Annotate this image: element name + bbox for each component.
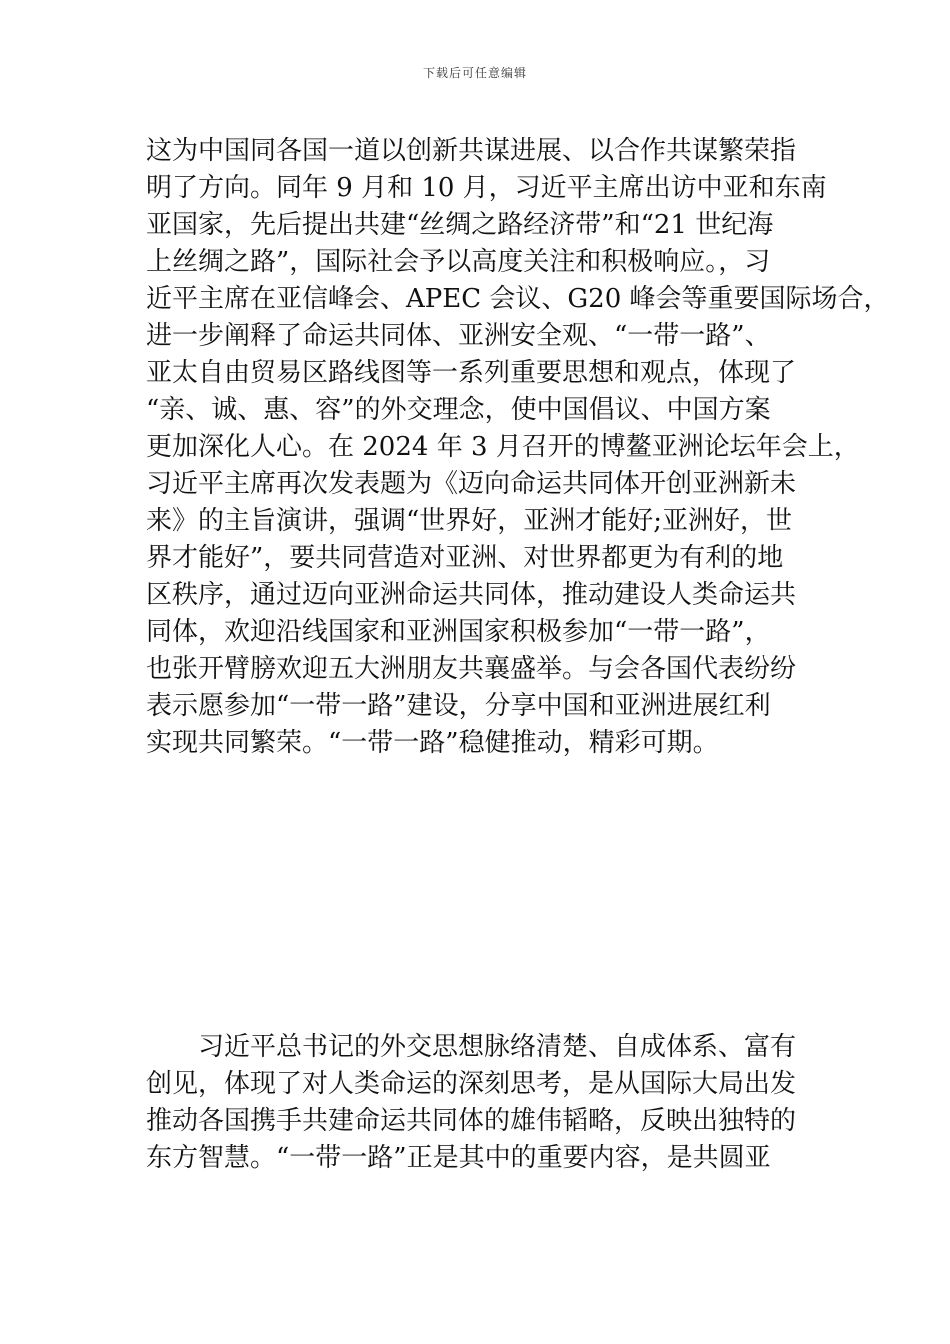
text-line: 区秩序，通过迈向亚洲命运共同体，推动建设人类命运共	[146, 580, 797, 610]
text-line: 进一步阐释了命运共同体、亚洲安全观、“一带一路”、	[146, 321, 771, 351]
text-line: 上丝绸之路”，国际社会予以高度关注和积极响应。，习	[146, 247, 771, 277]
body-paragraph-2	[146, 1029, 816, 1177]
text-line: 近平主席在亚信峰会、APEC 会议、G20 峰会等重要国际场合，	[146, 284, 890, 314]
page-header: 下载后可任意编辑	[422, 66, 527, 80]
text-line: 亚太自由贸易区路线图等一系列重要思想和观点，体现了	[146, 358, 797, 388]
text-line: 来》的主旨演讲，强调“世界好，亚洲才能好;亚洲好，世	[146, 506, 793, 536]
text-line: 亚国家，先后提出共建“丝绸之路经济带”和“21 世纪海	[146, 210, 774, 240]
text-line: “亲、诚、惠、容”的外交理念，使中国倡议、中国方案	[146, 395, 771, 425]
text-line: 东方智慧。“一带一路”正是其中的重要内容，是共圆亚	[146, 1143, 771, 1173]
text-line: 创见，体现了对人类命运的深刻思考，是从国际大局出发	[146, 1069, 797, 1099]
text-line: 表示愿参加“一带一路”建设，分享中国和亚洲进展红利	[146, 691, 771, 721]
text-line: 同体，欢迎沿线国家和亚洲国家积极参加“一带一路”，	[146, 617, 771, 647]
text-line: 实现共同繁荣。“一带一路”稳健推动，精彩可期。	[146, 728, 719, 758]
text-line: 这为中国同各国一道以创新共谋进展、以合作共谋繁荣指	[146, 136, 797, 166]
text-line: 明了方向。同年 9 月和 10 月，习近平主席出访中亚和东南	[146, 173, 827, 203]
text-line: 界才能好”，要共同营造对亚洲、对世界都更为有利的地	[146, 543, 784, 573]
body-paragraph-1	[146, 133, 890, 762]
text-line: 也张开臂膀欢迎五大洲朋友共襄盛举。与会各国代表纷纷	[146, 654, 797, 684]
text-line: 更加深化人心。在 2024 年 3 月召开的博鳌亚洲论坛年会上，	[146, 432, 860, 462]
text-line: 习近平总书记的外交思想脉络清楚、自成体系、富有	[146, 1032, 797, 1062]
text-line: 推动各国携手共建命运共同体的雄伟韬略，反映出独特的	[146, 1106, 797, 1136]
text-line: 习近平主席再次发表题为《迈向命运共同体开创亚洲新未	[146, 469, 797, 499]
